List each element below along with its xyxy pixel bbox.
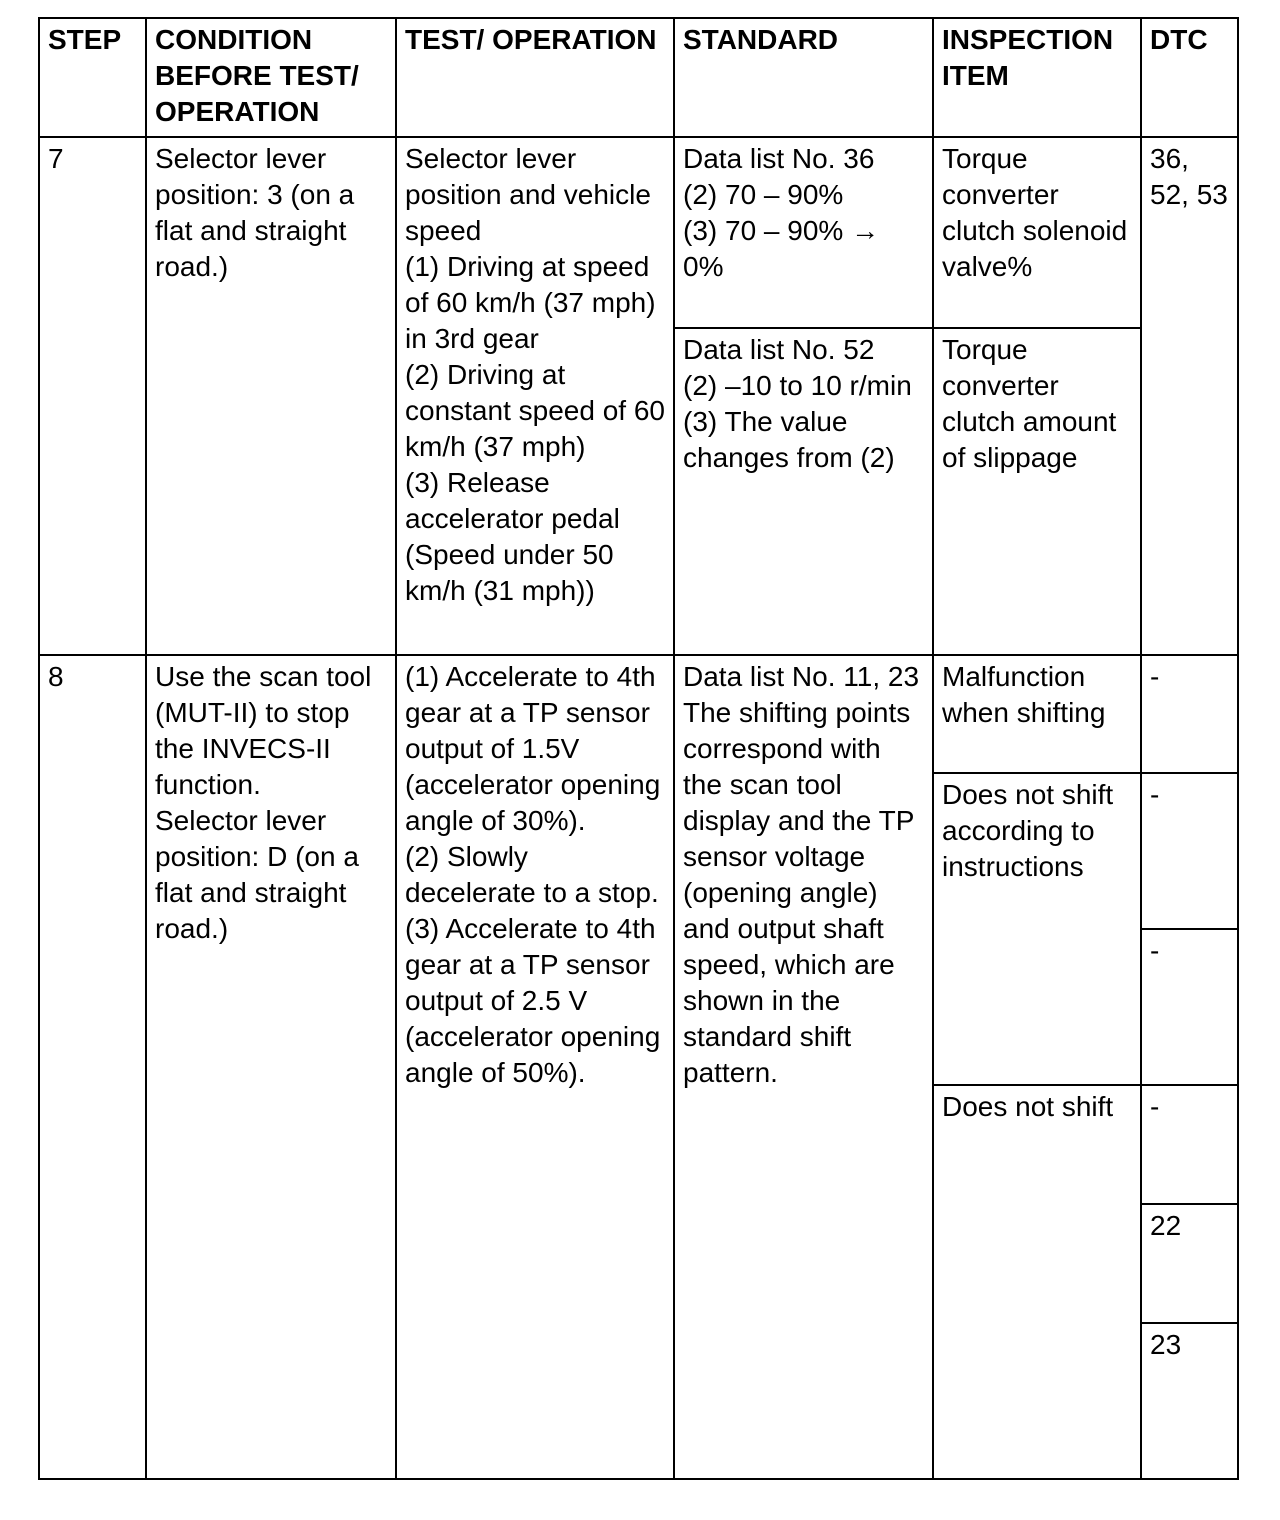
table-row [39, 655, 1238, 773]
standard-cell: Data list No. 36 (2) 70 – 90% (3) 70 – 90% → 0% [674, 137, 933, 328]
dtc-cell: - [1141, 773, 1238, 929]
header-step: STEP [39, 18, 146, 137]
inspection-item-cell: Does not shift [933, 1085, 1141, 1479]
standard-cell: Data list No. 52 (2) –10 to 10 r/min (3) The value changes from (2) [674, 328, 933, 655]
inspection-item-cell: Torque converter clutch solenoid valve% [933, 137, 1141, 328]
dtc-cell: - [1141, 1085, 1238, 1204]
test-cell: Selector lever position and vehicle speed (1) Driving at speed of 60 km/h (37 mph) in 3rd gear (2) Driving at constant speed of 60 km/h (37 mph) (3) Release accelerator pedal (Speed under 50 km/h (31 mph)) [396, 137, 674, 655]
condition-cell: Use the scan tool (MUT-II) to stop the INVECS-II function. Selector lever position: D (on a flat and straight road.) [146, 655, 396, 1479]
dtc-cell: - [1141, 929, 1238, 1085]
header-dtc: DTC [1141, 18, 1238, 137]
dtc-cell: 36, 52, 53 [1141, 137, 1238, 655]
step-number: 7 [39, 137, 146, 655]
standard-cell: Data list No. 11, 23 The shifting points correspond with the scan tool display and the TP sensor voltage (opening angle) and output shaft speed, which are shown in the standard shift pattern. [674, 655, 933, 1479]
header-standard: STANDARD [674, 18, 933, 137]
test-cell: (1) Accelerate to 4th gear at a TP sensor output of 1.5V (accelerator opening angle of 30%). (2) Slowly decelerate to a stop. (3) Accelerate to 4th gear at a TP sensor output of 2.5 V (accelerator opening angle of 50%). [396, 655, 674, 1479]
header-test: TEST/ OPERATION [396, 18, 674, 137]
inspection-table [38, 17, 1239, 1480]
header-row [39, 18, 1238, 137]
step-number: 8 [39, 655, 146, 1479]
dtc-cell: 23 [1141, 1323, 1238, 1479]
header-condition: CONDITION BEFORE TEST/ OPERATION [146, 18, 396, 137]
dtc-cell: 22 [1141, 1204, 1238, 1323]
inspection-item-cell: Torque converter clutch amount of slippage [933, 328, 1141, 655]
dtc-cell: - [1141, 655, 1238, 773]
inspection-item-cell: Does not shift according to instructions [933, 773, 1141, 1085]
inspection-item-cell: Malfunction when shifting [933, 655, 1141, 773]
condition-cell: Selector lever position: 3 (on a flat and straight road.) [146, 137, 396, 655]
table-row [39, 137, 1238, 328]
header-inspection-item: INSPECTION ITEM [933, 18, 1141, 137]
